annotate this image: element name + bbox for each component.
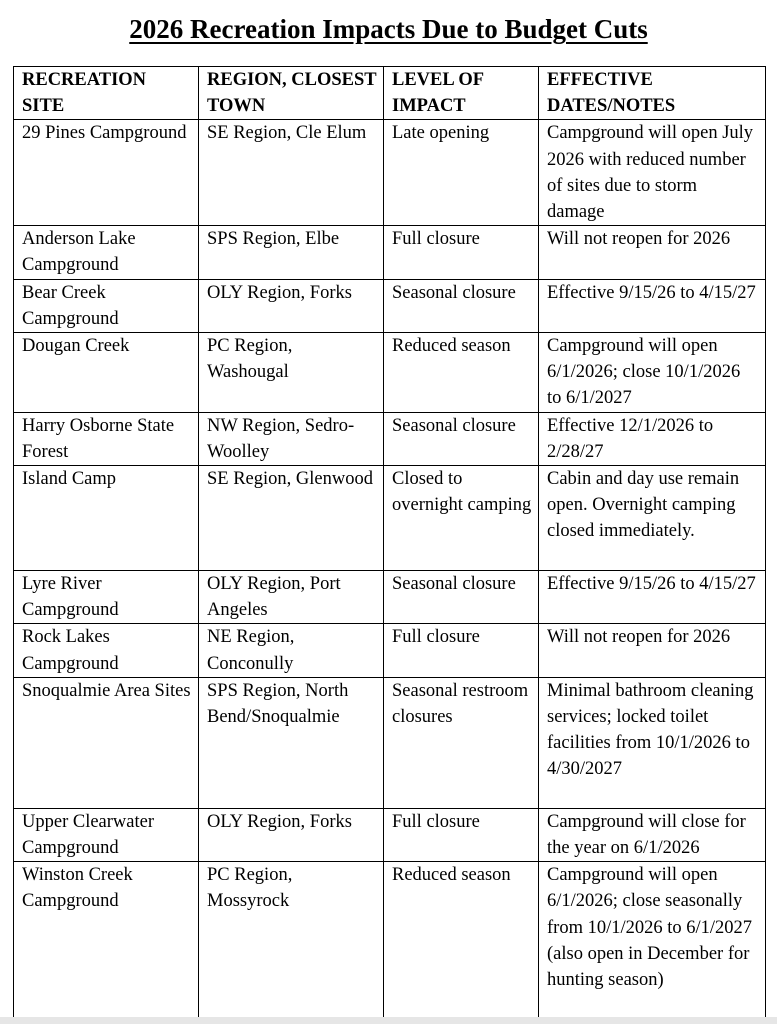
table-row	[14, 862, 766, 1020]
header-row	[14, 67, 766, 120]
cell-region: OLY Region, Forks	[199, 808, 384, 861]
table-body	[14, 120, 766, 1020]
cell-notes: Minimal bathroom cleaning services; locked toilet facilities from 10/1/2026 to 4/30/2027	[539, 677, 766, 808]
cell-notes: Campground will open 6/1/2026; close seasonally from 10/1/2026 to 6/1/2027 (also open in December for hunting season)	[539, 862, 766, 1020]
cell-region: SE Region, Glenwood	[199, 466, 384, 571]
cell-recreation-site: Winston Creek Campground	[14, 862, 199, 1020]
header-effective-dates-notes: EFFECTIVE DATES/NOTES	[539, 67, 766, 120]
table-header	[14, 67, 766, 120]
cell-notes: Effective 9/15/26 to 4/15/27	[539, 279, 766, 332]
table-row	[14, 624, 766, 677]
cell-impact: Seasonal closure	[384, 571, 539, 624]
cell-recreation-site: Bear Creek Campground	[14, 279, 199, 332]
cell-region: SE Region, Cle Elum	[199, 120, 384, 226]
header-level-of-impact: LEVEL OF IMPACT	[384, 67, 539, 120]
cell-recreation-site: Island Camp	[14, 466, 199, 571]
cell-region: PC Region, Mossyrock	[199, 862, 384, 1020]
cell-region: NW Region, Sedro-Woolley	[199, 412, 384, 465]
cell-recreation-site: 29 Pines Campground	[14, 120, 199, 226]
cell-notes: Will not reopen for 2026	[539, 624, 766, 677]
table-row	[14, 279, 766, 332]
table-row	[14, 412, 766, 465]
cell-notes: Effective 9/15/26 to 4/15/27	[539, 571, 766, 624]
table-row	[14, 466, 766, 571]
cell-notes: Effective 12/1/2026 to 2/28/27	[539, 412, 766, 465]
cell-impact: Reduced season	[384, 333, 539, 413]
cell-impact: Full closure	[384, 808, 539, 861]
cell-recreation-site: Lyre River Campground	[14, 571, 199, 624]
cell-region: OLY Region, Forks	[199, 279, 384, 332]
cell-impact: Full closure	[384, 624, 539, 677]
page-title-text: 2026 Recreation Impacts Due to Budget Cuts	[129, 14, 648, 44]
cell-region: OLY Region, Port Angeles	[199, 571, 384, 624]
table-row	[14, 120, 766, 226]
table-row	[14, 226, 766, 279]
page-bottom-edge	[0, 1017, 777, 1024]
table-row	[14, 808, 766, 861]
cell-notes: Campground will open 6/1/2026; close 10/1/2026 to 6/1/2027	[539, 333, 766, 413]
cell-region: SPS Region, Elbe	[199, 226, 384, 279]
table-row	[14, 571, 766, 624]
cell-impact: Seasonal restroom closures	[384, 677, 539, 808]
cell-impact: Late opening	[384, 120, 539, 226]
cell-notes: Campground will open July 2026 with reduced number of sites due to storm damage	[539, 120, 766, 226]
cell-region: SPS Region, North Bend/Snoqualmie	[199, 677, 384, 808]
cell-impact: Seasonal closure	[384, 412, 539, 465]
cell-impact: Seasonal closure	[384, 279, 539, 332]
cell-region: NE Region, Conconully	[199, 624, 384, 677]
cell-recreation-site: Rock Lakes Campground	[14, 624, 199, 677]
cell-recreation-site: Upper Clearwater Campground	[14, 808, 199, 861]
recreation-impacts-table	[13, 66, 766, 1020]
cell-recreation-site: Snoqualmie Area Sites	[14, 677, 199, 808]
cell-region: PC Region, Washougal	[199, 333, 384, 413]
cell-recreation-site: Anderson Lake Campground	[14, 226, 199, 279]
cell-notes: Campground will close for the year on 6/1/2026	[539, 808, 766, 861]
header-region-closest-town: REGION, CLOSEST TOWN	[199, 67, 384, 120]
cell-recreation-site: Harry Osborne State Forest	[14, 412, 199, 465]
header-recreation-site: RECREATION SITE	[14, 67, 199, 120]
table-row	[14, 333, 766, 413]
cell-notes: Cabin and day use remain open. Overnight camping closed immediately.	[539, 466, 766, 571]
page-title	[0, 11, 777, 47]
cell-recreation-site: Dougan Creek	[14, 333, 199, 413]
table-row	[14, 677, 766, 808]
cell-impact: Full closure	[384, 226, 539, 279]
cell-impact: Reduced season	[384, 862, 539, 1020]
cell-notes: Will not reopen for 2026	[539, 226, 766, 279]
cell-impact: Closed to overnight camping	[384, 466, 539, 571]
